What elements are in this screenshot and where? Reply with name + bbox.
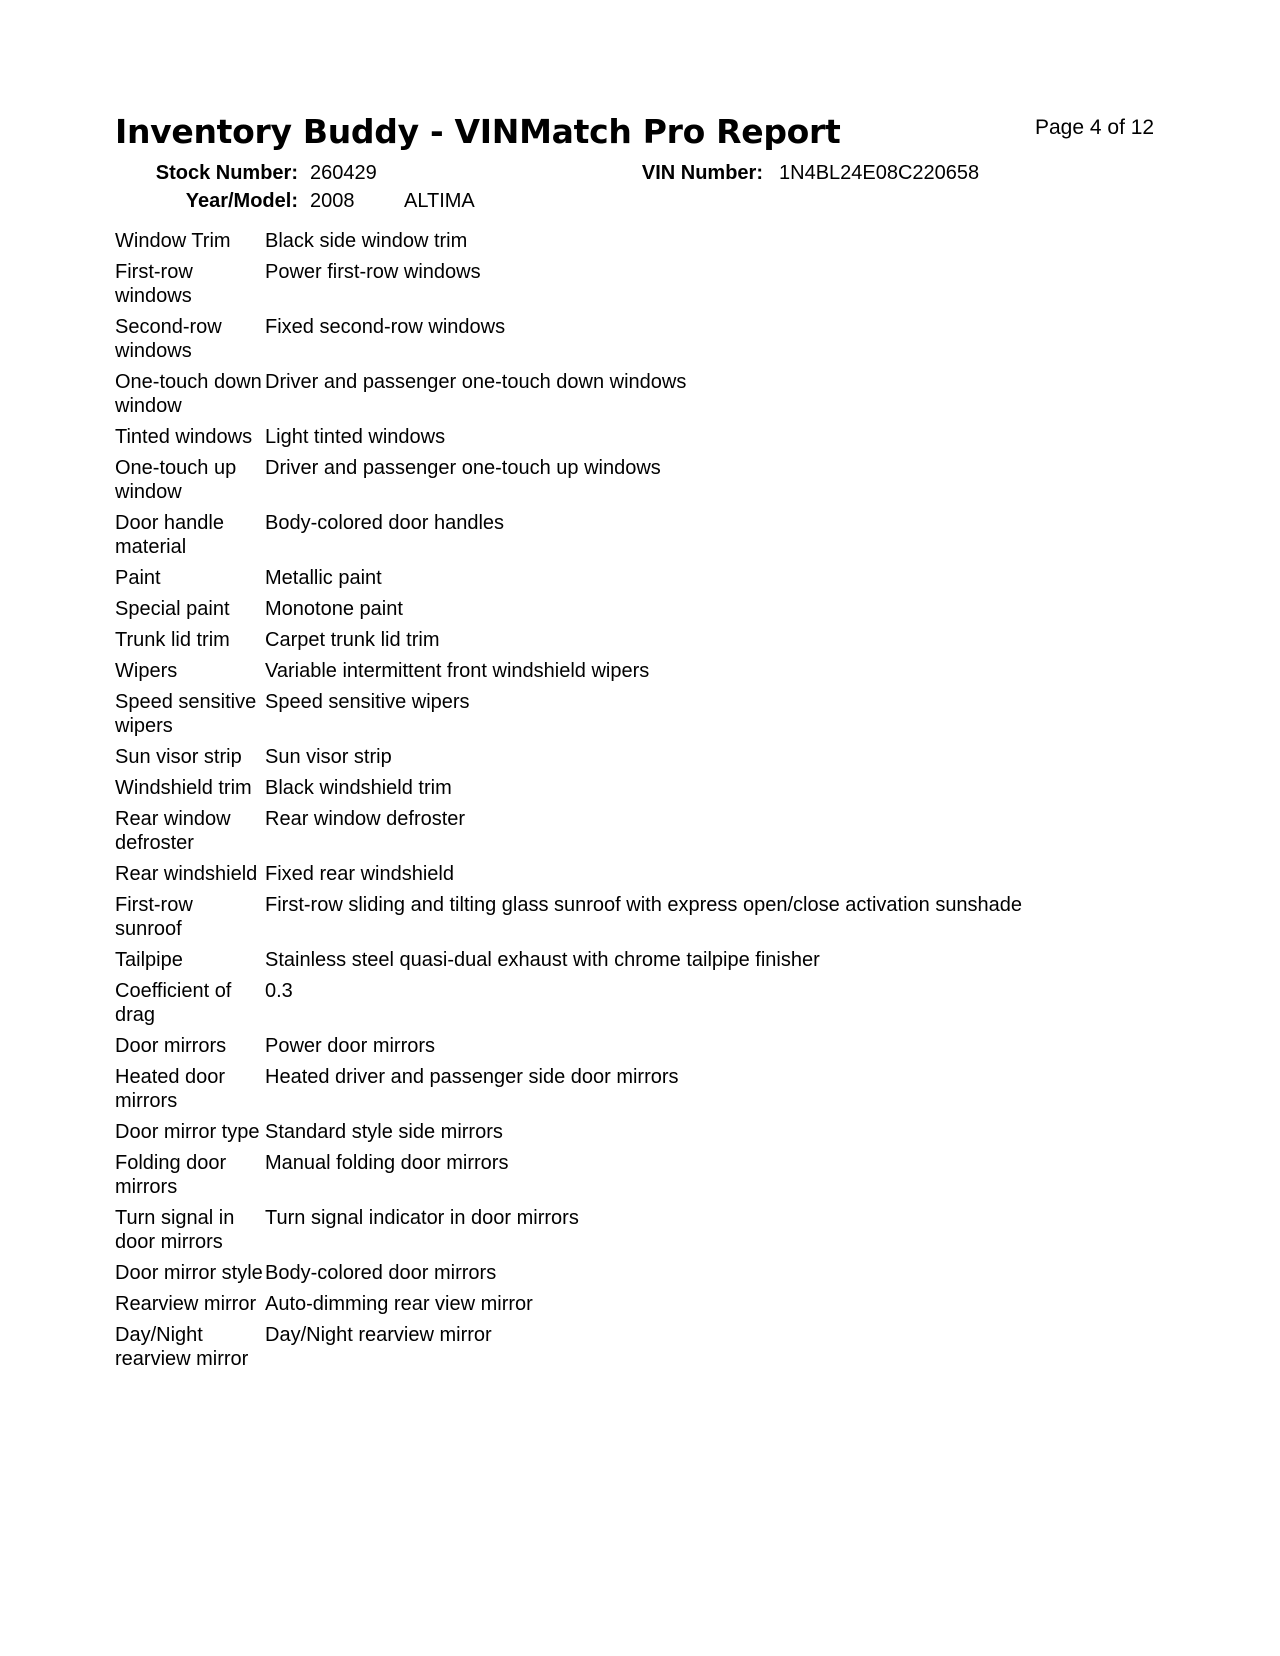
spec-value: Stainless steel quasi-dual exhaust with chrome tailpipe finisher [265,949,820,971]
spec-label: Second-row windows [115,316,222,362]
spec-row [115,260,1175,308]
vin-number-label: VIN Number: [641,162,763,184]
spec-value: Driver and passenger one-touch up windows [265,457,661,479]
spec-value: Auto-dimming rear view mirror [265,1293,533,1315]
spec-row [115,597,1175,621]
spec-value: Monotone paint [265,598,403,620]
spec-row [115,1120,1175,1144]
spec-label: Door mirror type [115,1121,260,1143]
spec-label: Coefficient of drag [115,980,232,1026]
spec-row [115,370,1175,418]
spec-label: Speed sensitive wipers [115,691,257,737]
spec-value: Speed sensitive wipers [265,691,470,713]
spec-row [115,1292,1175,1316]
spec-label: Window Trim [115,230,231,252]
spec-row [115,862,1175,886]
spec-value: Power door mirrors [265,1035,436,1057]
spec-row [115,659,1175,683]
spec-row [115,807,1175,855]
spec-label: Rear window defroster [115,808,231,854]
spec-row [115,1206,1175,1254]
spec-label: Wipers [115,660,178,682]
spec-value: Fixed rear windshield [265,863,454,885]
spec-value: Rear window defroster [265,808,466,830]
spec-label: Tailpipe [115,949,183,971]
model-value: ALTIMA [404,190,475,212]
vin-number-value: 1N4BL24E08C220658 [779,162,980,184]
spec-row [115,893,1175,941]
spec-value: Standard style side mirrors [265,1121,503,1143]
spec-label: Rearview mirror [115,1293,257,1315]
spec-row [115,979,1175,1027]
spec-row [115,229,1175,253]
spec-value: Fixed second-row windows [265,316,506,338]
spec-row [115,511,1175,559]
page-indicator: Page 4 of 12 [1035,116,1155,139]
spec-value: Black windshield trim [265,777,452,799]
spec-value: Day/Night rearview mirror [265,1324,492,1346]
spec-label: Turn signal in door mirrors [115,1207,235,1253]
spec-label: Day/Night rearview mirror [115,1324,249,1370]
spec-row [115,628,1175,652]
spec-row [115,745,1175,769]
spec-value: 0.3 [265,980,293,1002]
spec-row [115,1261,1175,1285]
spec-value: Power first-row windows [265,261,481,283]
spec-value: Variable intermittent front windshield wipers [265,660,650,682]
spec-row [115,425,1175,449]
spec-value: Metallic paint [265,567,382,589]
spec-label: Folding door mirrors [115,1152,227,1198]
spec-row [115,1065,1175,1113]
spec-label: First-row sunroof [115,894,193,940]
spec-row [115,1323,1175,1371]
spec-value: Body-colored door handles [265,512,505,534]
spec-label: First-row windows [115,261,193,307]
spec-table [115,229,1175,1378]
spec-row [115,690,1175,738]
spec-label: Tinted windows [115,426,253,448]
spec-label: Door mirrors [115,1035,227,1057]
spec-row [115,1151,1175,1199]
spec-value: Heated driver and passenger side door mirrors [265,1066,679,1088]
spec-row [115,776,1175,800]
spec-row [115,315,1175,363]
spec-label: Trunk lid trim [115,629,230,651]
spec-value: Driver and passenger one-touch down windows [265,371,687,393]
spec-label: Heated door mirrors [115,1066,226,1112]
spec-label: One-touch up window [115,457,237,503]
spec-label: Sun visor strip [115,746,242,768]
spec-label: Paint [115,567,161,589]
spec-value: Light tinted windows [265,426,446,448]
spec-value: Sun visor strip [265,746,392,768]
spec-value: Black side window trim [265,230,468,252]
spec-row [115,566,1175,590]
spec-label: One-touch down window [115,371,262,417]
spec-value: Carpet trunk lid trim [265,629,440,651]
year-model-label: Year/Model: [185,190,298,212]
year-value: 2008 [310,190,355,212]
spec-row [115,1034,1175,1058]
spec-value: Manual folding door mirrors [265,1152,509,1174]
spec-label: Door handle material [115,512,224,558]
spec-row [115,456,1175,504]
spec-label: Windshield trim [115,777,252,799]
spec-row [115,948,1175,972]
spec-value: Turn signal indicator in door mirrors [265,1207,579,1229]
report-title: Inventory Buddy - VINMatch Pro Report [115,112,841,151]
stock-number-value: 260429 [310,162,377,184]
spec-label: Rear windshield [115,863,258,885]
spec-label: Special paint [115,598,230,620]
spec-value: Body-colored door mirrors [265,1262,497,1284]
spec-label: Door mirror style [115,1262,263,1284]
spec-value: First-row sliding and tilting glass sunroof with express open/close activation sunshade [265,894,1023,916]
stock-number-label: Stock Number: [155,162,298,184]
